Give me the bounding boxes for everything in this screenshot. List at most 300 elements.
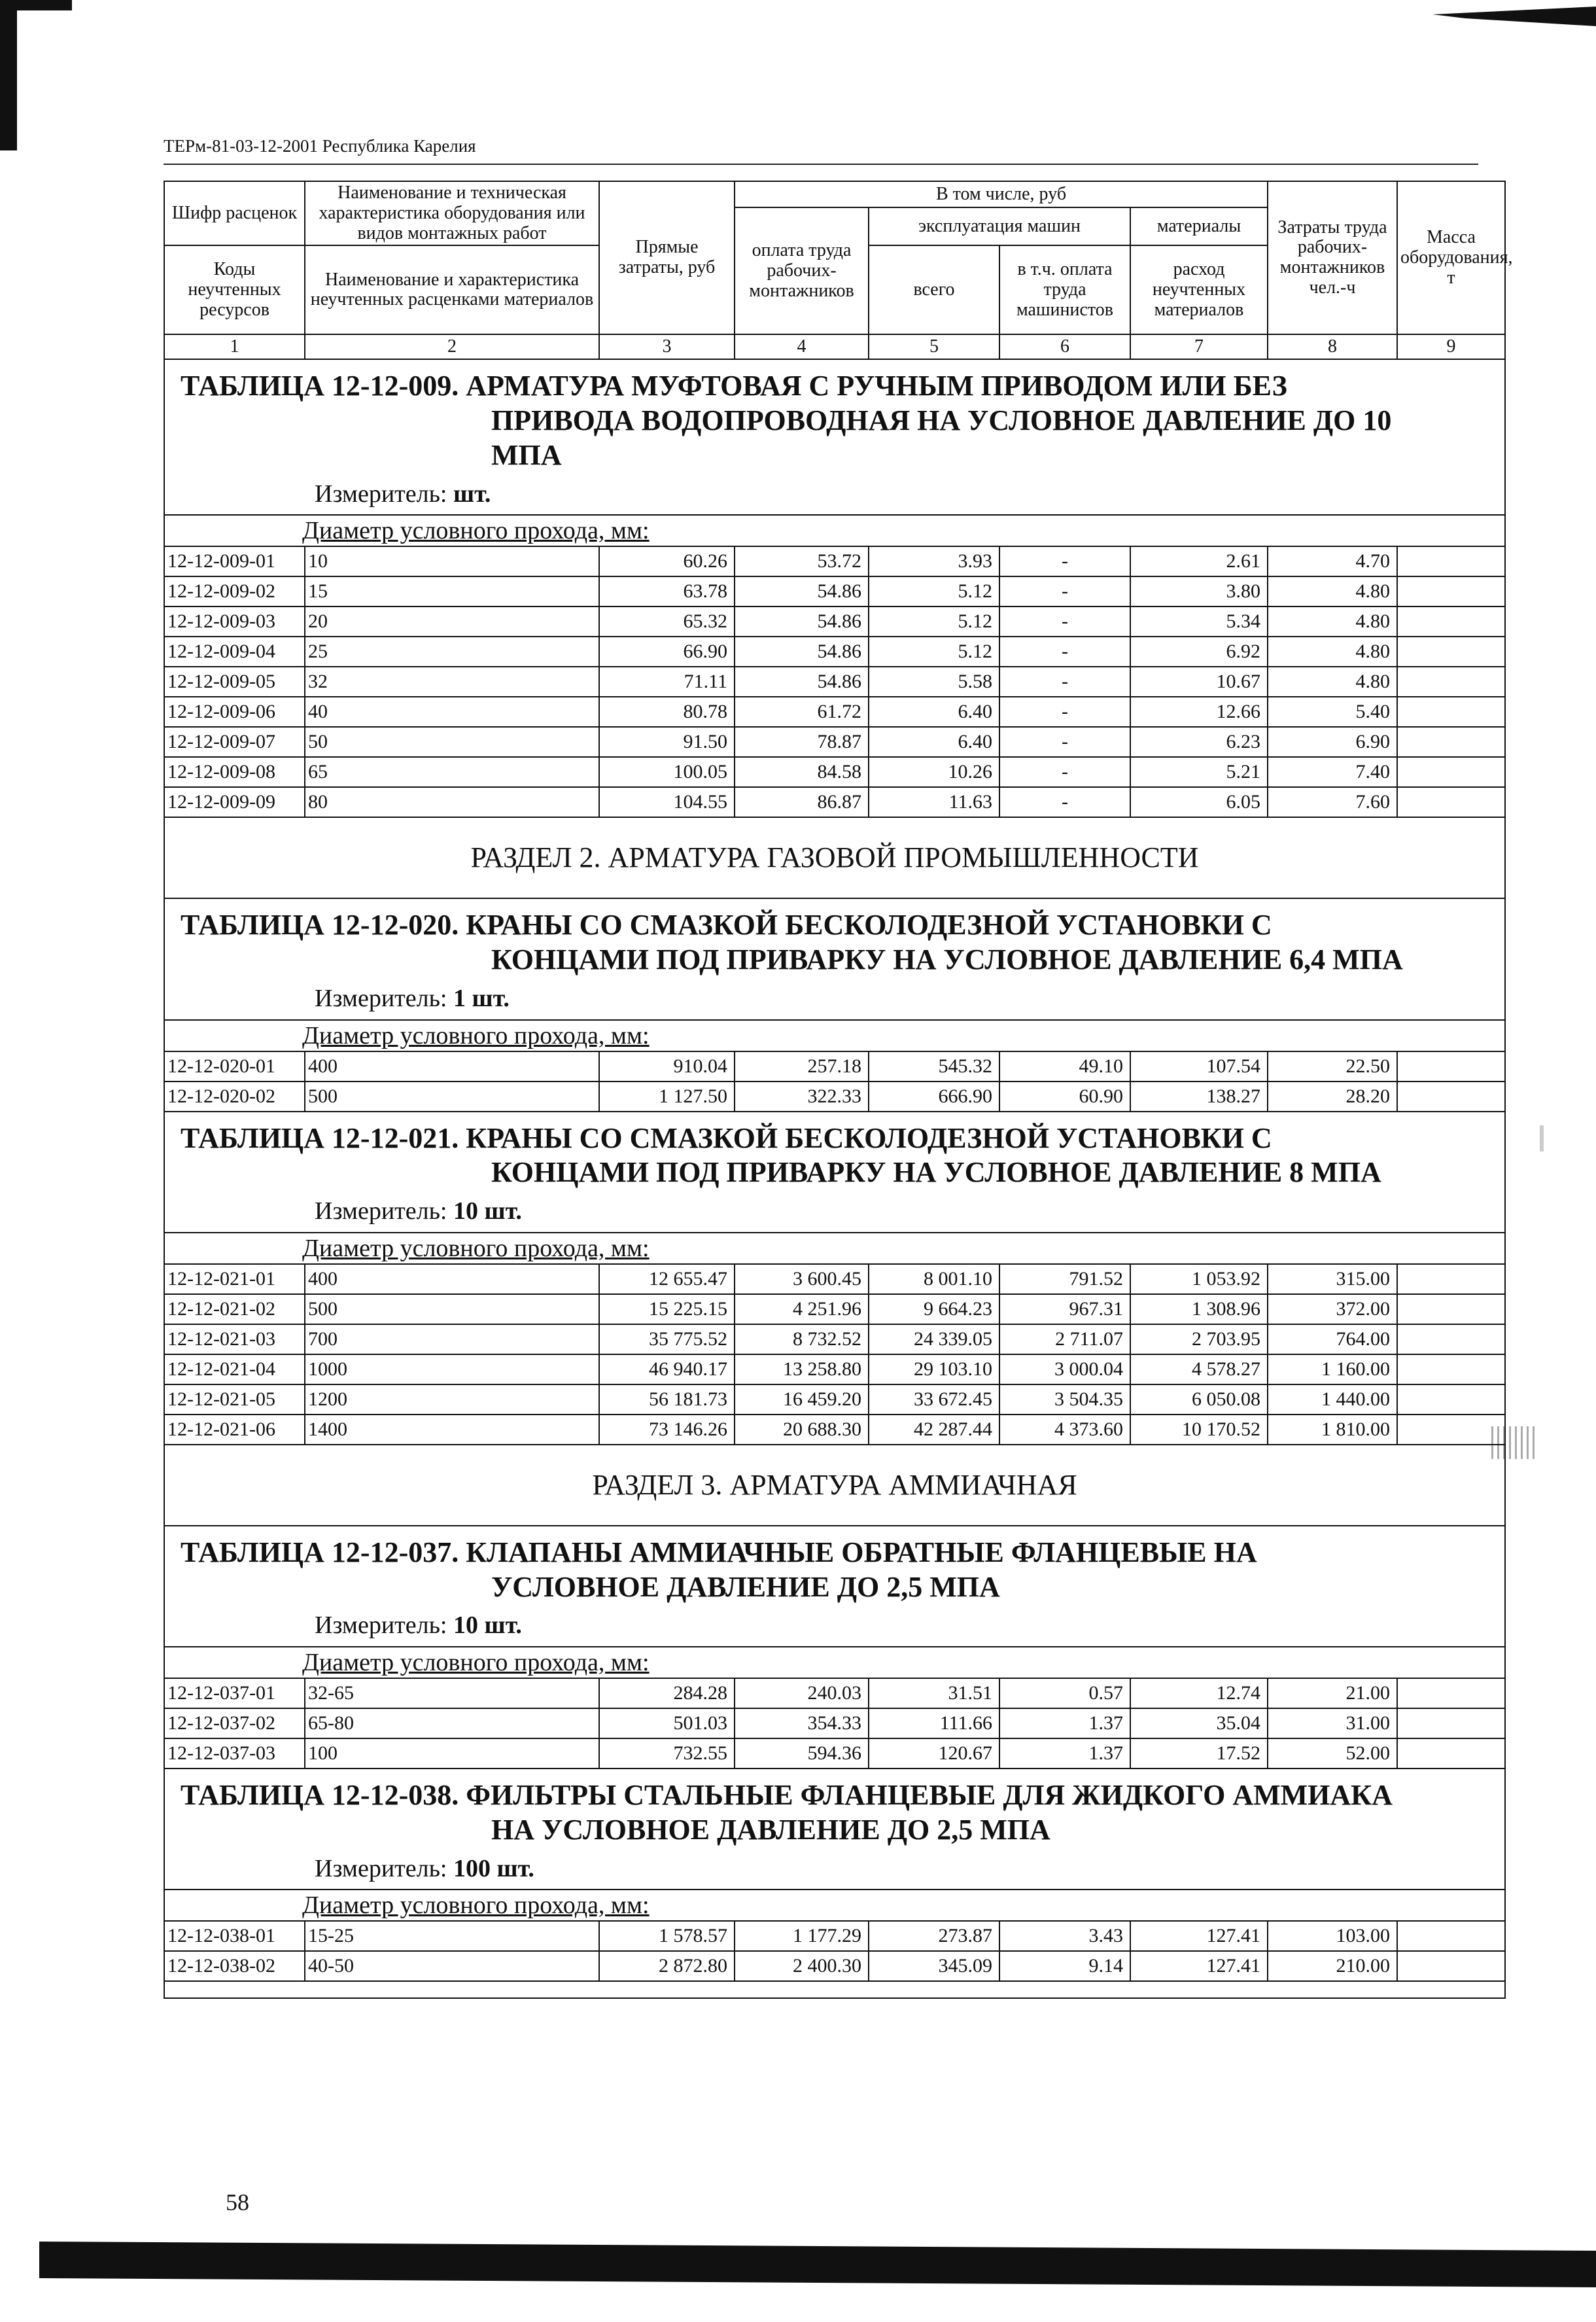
- unit-value: 100 шт.: [453, 1854, 534, 1882]
- value-cell: 54.86: [735, 637, 869, 667]
- scan-edge-shadow: [0, 0, 72, 10]
- value-cell: 54.86: [735, 576, 869, 607]
- value-cell: 3.80: [1130, 576, 1268, 607]
- value-cell: 1 308.96: [1130, 1294, 1268, 1324]
- document-header: ТЕРм-81-03-12-2001 Республика Карелия: [164, 136, 476, 156]
- value-cell: 3.43: [999, 1921, 1130, 1951]
- value-cell: 16 459.20: [735, 1384, 869, 1415]
- value-cell: 4.80: [1268, 637, 1397, 667]
- value-cell: 3.93: [869, 546, 999, 576]
- value-cell: 284.28: [599, 1678, 735, 1708]
- diameter-subheader-row: [164, 1020, 1505, 1051]
- value-cell: 4.70: [1268, 546, 1397, 576]
- table-title-row: [164, 1768, 1505, 1890]
- value-cell: 210.00: [1268, 1951, 1397, 1981]
- value-cell: 2 711.07: [999, 1324, 1130, 1354]
- value-cell: 28.20: [1268, 1082, 1397, 1112]
- value-cell: 6.05: [1130, 787, 1268, 817]
- table-title-line: НА УСЛОВНОЕ ДАВЛЕНИЕ ДО 2,5 МПА: [491, 1813, 1050, 1846]
- rate-code: 12-12-021-01: [164, 1264, 305, 1294]
- value-cell: [1397, 607, 1505, 637]
- col-header-machines-total: всего: [869, 245, 999, 334]
- value-cell: 11.63: [869, 787, 999, 817]
- unit-value: 10 шт.: [453, 1611, 522, 1640]
- diameter-value: 32: [305, 667, 599, 697]
- diameter-subheader: [164, 1647, 1505, 1678]
- col-number: 6: [999, 334, 1130, 359]
- value-cell: 42 287.44: [869, 1415, 999, 1445]
- table-title-row: [164, 898, 1505, 1019]
- value-cell: 5.40: [1268, 697, 1397, 727]
- table-row: [164, 1384, 1505, 1415]
- col-number: 9: [1397, 334, 1505, 359]
- value-cell: [1397, 727, 1505, 757]
- value-cell: 12.74: [1130, 1678, 1268, 1708]
- value-cell: 31.51: [869, 1678, 999, 1708]
- table-row: [164, 637, 1505, 667]
- table-row: [164, 1678, 1505, 1708]
- value-cell: 8 001.10: [869, 1264, 999, 1294]
- unit-of-measure: [181, 984, 1489, 1014]
- value-cell: 127.41: [1130, 1921, 1268, 1951]
- value-cell: [1397, 787, 1505, 817]
- value-cell: -: [999, 727, 1130, 757]
- table-title: [181, 1536, 1489, 1605]
- unit-value: 10 шт.: [453, 1197, 522, 1225]
- value-cell: 2.61: [1130, 546, 1268, 576]
- value-cell: 33 672.45: [869, 1384, 999, 1415]
- diameter-value: 40-50: [305, 1951, 599, 1981]
- col-header-name: Наименование и техническая характеристика оборудования или видов монтажных работ: [305, 181, 599, 245]
- diameter-value: 1400: [305, 1415, 599, 1445]
- col-header-worker-pay: оплата труда рабочих-монтажников: [735, 207, 869, 334]
- value-cell: 8 732.52: [735, 1324, 869, 1354]
- table-title-line: ТАБЛИЦА 12-12-021. КРАНЫ СО СМАЗКОЙ БЕСКОЛОДЕЗНОЙ УСТАНОВКИ С: [181, 1121, 1272, 1154]
- col-header-direct-cost: Прямые затраты, руб: [599, 181, 735, 334]
- diameter-value: 500: [305, 1082, 599, 1112]
- col-header-material-usage: расход неучтенных материалов: [1130, 245, 1268, 334]
- value-cell: -: [999, 757, 1130, 787]
- section-heading: РАЗДЕЛ 2. АРМАТУРА ГАЗОВОЙ ПРОМЫШЛЕННОСТИ: [164, 817, 1505, 898]
- table-row: [164, 787, 1505, 817]
- value-cell: 54.86: [735, 667, 869, 697]
- diameter-value: 40: [305, 697, 599, 727]
- value-cell: 100.05: [599, 757, 735, 787]
- value-cell: 1 810.00: [1268, 1415, 1397, 1445]
- unit-value: 1 шт.: [453, 984, 510, 1012]
- diameter-value: 500: [305, 1294, 599, 1324]
- value-cell: 2 703.95: [1130, 1324, 1268, 1354]
- unit-label: Измеритель:: [315, 1197, 447, 1225]
- table-row: [164, 1921, 1505, 1951]
- diameter-subheader-row: [164, 1647, 1505, 1678]
- rate-code: 12-12-009-09: [164, 787, 305, 817]
- value-cell: 4.80: [1268, 607, 1397, 637]
- value-cell: [1397, 1678, 1505, 1708]
- table-row: [164, 1324, 1505, 1354]
- value-cell: [1397, 637, 1505, 667]
- value-cell: 372.00: [1268, 1294, 1397, 1324]
- section-heading-row: [164, 817, 1505, 898]
- value-cell: 4 578.27: [1130, 1354, 1268, 1384]
- value-cell: [1397, 1264, 1505, 1294]
- value-cell: 22.50: [1268, 1051, 1397, 1082]
- header-rule: [164, 164, 1478, 165]
- spacer-row: [164, 1981, 1505, 1998]
- rate-code: 12-12-037-01: [164, 1678, 305, 1708]
- unit-label: Измеритель:: [315, 1854, 447, 1882]
- value-cell: [1397, 1415, 1505, 1445]
- value-cell: 322.33: [735, 1082, 869, 1112]
- rate-code: 12-12-038-01: [164, 1921, 305, 1951]
- rate-code: 12-12-009-07: [164, 727, 305, 757]
- rate-code: 12-12-009-03: [164, 607, 305, 637]
- diameter-value: 25: [305, 637, 599, 667]
- value-cell: 1.37: [999, 1738, 1130, 1768]
- value-cell: -: [999, 607, 1130, 637]
- table-title-line: КОНЦАМИ ПОД ПРИВАРКУ НА УСЛОВНОЕ ДАВЛЕНИЕ 6,4 МПА: [491, 943, 1403, 976]
- diameter-value: 10: [305, 546, 599, 576]
- col-number: 7: [1130, 334, 1268, 359]
- value-cell: 6 050.08: [1130, 1384, 1268, 1415]
- table-header: [164, 181, 1513, 359]
- value-cell: 35 775.52: [599, 1324, 735, 1354]
- value-cell: [1397, 757, 1505, 787]
- col-header-material-names: Наименование и характеристика неучтенных расценками материалов: [305, 245, 599, 334]
- table-title-row: [164, 1112, 1505, 1233]
- value-cell: 66.90: [599, 637, 735, 667]
- table-title-cell: [164, 898, 1505, 1019]
- value-cell: 78.87: [735, 727, 869, 757]
- unit-of-measure: [181, 1854, 1489, 1884]
- value-cell: 6.40: [869, 727, 999, 757]
- value-cell: 594.36: [735, 1738, 869, 1768]
- value-cell: 4.80: [1268, 667, 1397, 697]
- value-cell: 7.60: [1268, 787, 1397, 817]
- value-cell: 6.90: [1268, 727, 1397, 757]
- diameter-subheader: [164, 1890, 1505, 1921]
- diameter-label: Диаметр условного прохода, мм:: [302, 1891, 650, 1920]
- table-title-cell: [164, 1112, 1505, 1233]
- value-cell: 10 170.52: [1130, 1415, 1268, 1445]
- diameter-value: 400: [305, 1264, 599, 1294]
- col-number: 8: [1268, 334, 1397, 359]
- table-row: [164, 1294, 1505, 1324]
- value-cell: -: [999, 637, 1130, 667]
- table-row: [164, 727, 1505, 757]
- spacer-cell: [164, 1981, 1505, 1998]
- col-header-resource-codes: Коды неучтенных ресурсов: [164, 245, 305, 334]
- value-cell: 9 664.23: [869, 1294, 999, 1324]
- scan-edge-shadow: [0, 0, 17, 150]
- value-cell: 12 655.47: [599, 1264, 735, 1294]
- value-cell: 91.50: [599, 727, 735, 757]
- unit-label: Измеритель:: [315, 984, 447, 1012]
- value-cell: [1397, 1354, 1505, 1384]
- diameter-label: Диаметр условного прохода, мм:: [302, 1021, 650, 1049]
- table-row: [164, 697, 1505, 727]
- value-cell: 4 251.96: [735, 1294, 869, 1324]
- rate-code: 12-12-009-04: [164, 637, 305, 667]
- rate-code: 12-12-021-05: [164, 1384, 305, 1415]
- table-title: [181, 908, 1489, 977]
- scan-specks: [1540, 1125, 1544, 1152]
- column-numbers-row: [164, 334, 1505, 359]
- value-cell: 5.34: [1130, 607, 1268, 637]
- value-cell: 120.67: [869, 1738, 999, 1768]
- diameter-subheader-row: [164, 1233, 1505, 1264]
- col-header-materials: материалы: [1130, 207, 1268, 245]
- value-cell: 9.14: [999, 1951, 1130, 1981]
- col-header-machines: эксплуатация машин: [869, 207, 1130, 245]
- value-cell: -: [999, 546, 1130, 576]
- value-cell: 764.00: [1268, 1324, 1397, 1354]
- value-cell: 53.72: [735, 546, 869, 576]
- rate-code: 12-12-020-02: [164, 1082, 305, 1112]
- table-row: [164, 1051, 1505, 1082]
- value-cell: 71.11: [599, 667, 735, 697]
- value-cell: 257.18: [735, 1051, 869, 1082]
- value-cell: 345.09: [869, 1951, 999, 1981]
- diameter-value: 80: [305, 787, 599, 817]
- rate-code: 12-12-021-02: [164, 1294, 305, 1324]
- value-cell: [1397, 1051, 1505, 1082]
- unit-of-measure: [181, 1611, 1489, 1641]
- rate-code: 12-12-009-01: [164, 546, 305, 576]
- table-row: [164, 1264, 1505, 1294]
- table-title-line: ПРИВОДА ВОДОПРОВОДНАЯ НА УСЛОВНОЕ ДАВЛЕНИЕ ДО 10: [491, 404, 1392, 437]
- table-title-line: УСЛОВНОЕ ДАВЛЕНИЕ ДО 2,5 МПА: [491, 1570, 1000, 1603]
- value-cell: 56 181.73: [599, 1384, 735, 1415]
- unit-of-measure: [181, 1197, 1489, 1227]
- value-cell: [1397, 697, 1505, 727]
- scan-bottom-edge: [39, 2242, 1596, 2287]
- section-heading: РАЗДЕЛ 3. АРМАТУРА АММИАЧНАЯ: [164, 1445, 1505, 1526]
- diameter-value: 15: [305, 576, 599, 607]
- col-number: 5: [869, 334, 999, 359]
- table-row: [164, 757, 1505, 787]
- table-row: [164, 667, 1505, 697]
- table-row: [164, 1708, 1505, 1738]
- value-cell: [1397, 1738, 1505, 1768]
- value-cell: 5.58: [869, 667, 999, 697]
- rate-code: 12-12-020-01: [164, 1051, 305, 1082]
- value-cell: 111.66: [869, 1708, 999, 1738]
- value-cell: 10.67: [1130, 667, 1268, 697]
- value-cell: -: [999, 667, 1130, 697]
- value-cell: 84.58: [735, 757, 869, 787]
- diameter-value: 50: [305, 727, 599, 757]
- value-cell: 54.86: [735, 607, 869, 637]
- table-row: [164, 1738, 1505, 1768]
- value-cell: 65.32: [599, 607, 735, 637]
- value-cell: 501.03: [599, 1708, 735, 1738]
- diameter-subheader: [164, 1233, 1505, 1264]
- value-cell: 1.37: [999, 1708, 1130, 1738]
- value-cell: [1397, 576, 1505, 607]
- value-cell: 545.32: [869, 1051, 999, 1082]
- value-cell: 86.87: [735, 787, 869, 817]
- diameter-subheader: [164, 1020, 1505, 1051]
- table-title-line: МПА: [491, 438, 562, 471]
- table-title-line: ТАБЛИЦА 12-12-009. АРМАТУРА МУФТОВАЯ С РУЧНЫМ ПРИВОДОМ ИЛИ БЕЗ: [181, 370, 1287, 402]
- value-cell: 80.78: [599, 697, 735, 727]
- value-cell: [1397, 667, 1505, 697]
- value-cell: 4.80: [1268, 576, 1397, 607]
- diameter-value: 65-80: [305, 1708, 599, 1738]
- table-title-cell: [164, 359, 1505, 515]
- rate-code: 12-12-009-06: [164, 697, 305, 727]
- rate-code: 12-12-021-04: [164, 1354, 305, 1384]
- value-cell: -: [999, 787, 1130, 817]
- value-cell: [1397, 1384, 1505, 1415]
- table-title-cell: [164, 1526, 1505, 1647]
- value-cell: 52.00: [1268, 1738, 1397, 1768]
- table-title-line: ТАБЛИЦА 12-12-038. ФИЛЬТРЫ СТАЛЬНЫЕ ФЛАНЦЕВЫЕ ДЛЯ ЖИДКОГО АММИАКА: [181, 1778, 1393, 1811]
- value-cell: 35.04: [1130, 1708, 1268, 1738]
- value-cell: -: [999, 576, 1130, 607]
- value-cell: 5.21: [1130, 757, 1268, 787]
- value-cell: [1397, 1708, 1505, 1738]
- value-cell: 967.31: [999, 1294, 1130, 1324]
- value-cell: 6.40: [869, 697, 999, 727]
- diameter-value: 400: [305, 1051, 599, 1082]
- value-cell: [1397, 1921, 1505, 1951]
- rate-code: 12-12-037-02: [164, 1708, 305, 1738]
- table-title: [181, 1121, 1489, 1191]
- value-cell: -: [999, 697, 1130, 727]
- rate-code: 12-12-038-02: [164, 1951, 305, 1981]
- diameter-value: 15-25: [305, 1921, 599, 1951]
- value-cell: 103.00: [1268, 1921, 1397, 1951]
- value-cell: 732.55: [599, 1738, 735, 1768]
- section-heading-row: [164, 1445, 1505, 1526]
- col-number: 1: [164, 334, 305, 359]
- value-cell: 49.10: [999, 1051, 1130, 1082]
- value-cell: 791.52: [999, 1264, 1130, 1294]
- col-header-labor: Затраты труда рабочих-монтажников чел.-ч: [1268, 181, 1397, 334]
- diameter-value: 1200: [305, 1384, 599, 1415]
- value-cell: 21.00: [1268, 1678, 1397, 1708]
- value-cell: 5.12: [869, 576, 999, 607]
- table-title: [181, 1778, 1489, 1848]
- diameter-label: Диаметр условного прохода, мм:: [302, 1234, 650, 1262]
- value-cell: 1 440.00: [1268, 1384, 1397, 1415]
- value-cell: 17.52: [1130, 1738, 1268, 1768]
- table-title-line: ТАБЛИЦА 12-12-037. КЛАПАНЫ АММИАЧНЫЕ ОБРАТНЫЕ ФЛАНЦЕВЫЕ НА: [181, 1536, 1257, 1568]
- value-cell: [1397, 546, 1505, 576]
- rates-table: [164, 181, 1513, 1999]
- diameter-label: Диаметр условного прохода, мм:: [302, 517, 650, 545]
- diameter-value: 1000: [305, 1354, 599, 1384]
- col-number: 3: [599, 334, 735, 359]
- value-cell: [1397, 1951, 1505, 1981]
- value-cell: 29 103.10: [869, 1354, 999, 1384]
- diameter-value: 100: [305, 1738, 599, 1768]
- value-cell: 63.78: [599, 576, 735, 607]
- value-cell: 104.55: [599, 787, 735, 817]
- diameter-value: 20: [305, 607, 599, 637]
- value-cell: 24 339.05: [869, 1324, 999, 1354]
- diameter-value: 65: [305, 757, 599, 787]
- diameter-label: Диаметр условного прохода, мм:: [302, 1648, 650, 1676]
- value-cell: 107.54: [1130, 1051, 1268, 1082]
- page-number: 58: [226, 2189, 249, 2215]
- rate-code: 12-12-009-05: [164, 667, 305, 697]
- value-cell: 240.03: [735, 1678, 869, 1708]
- value-cell: 138.27: [1130, 1082, 1268, 1112]
- scan-corner-mark: [1432, 7, 1596, 26]
- unit-of-measure: [181, 480, 1489, 510]
- value-cell: 2 872.80: [599, 1951, 735, 1981]
- value-cell: 910.04: [599, 1051, 735, 1082]
- value-cell: 7.40: [1268, 757, 1397, 787]
- diameter-value: 700: [305, 1324, 599, 1354]
- value-cell: 354.33: [735, 1708, 869, 1738]
- unit-value: шт.: [453, 480, 491, 508]
- value-cell: 60.26: [599, 546, 735, 576]
- rate-code: 12-12-009-02: [164, 576, 305, 607]
- value-cell: [1397, 1082, 1505, 1112]
- value-cell: 0.57: [999, 1678, 1130, 1708]
- value-cell: 1 177.29: [735, 1921, 869, 1951]
- value-cell: [1397, 1294, 1505, 1324]
- value-cell: 12.66: [1130, 697, 1268, 727]
- rate-code: 12-12-021-06: [164, 1415, 305, 1445]
- table-row: [164, 546, 1505, 576]
- value-cell: 61.72: [735, 697, 869, 727]
- value-cell: 315.00: [1268, 1264, 1397, 1294]
- value-cell: 13 258.80: [735, 1354, 869, 1384]
- diameter-subheader-row: [164, 1890, 1505, 1921]
- value-cell: 6.23: [1130, 727, 1268, 757]
- value-cell: 666.90: [869, 1082, 999, 1112]
- table-row: [164, 576, 1505, 607]
- col-header-code: Шифр расценок: [164, 181, 305, 245]
- table-row: [164, 607, 1505, 637]
- value-cell: 5.12: [869, 637, 999, 667]
- table-row: [164, 1951, 1505, 1981]
- value-cell: 20 688.30: [735, 1415, 869, 1445]
- value-cell: 5.12: [869, 607, 999, 637]
- rate-code: 12-12-021-03: [164, 1324, 305, 1354]
- value-cell: 273.87: [869, 1921, 999, 1951]
- rate-code: 12-12-009-08: [164, 757, 305, 787]
- table-title-row: [164, 1526, 1505, 1647]
- value-cell: 127.41: [1130, 1951, 1268, 1981]
- table-row: [164, 1415, 1505, 1445]
- value-cell: 6.92: [1130, 637, 1268, 667]
- value-cell: 1 127.50: [599, 1082, 735, 1112]
- value-cell: 1 160.00: [1268, 1354, 1397, 1384]
- value-cell: 1 578.57: [599, 1921, 735, 1951]
- value-cell: 1 053.92: [1130, 1264, 1268, 1294]
- value-cell: 60.90: [999, 1082, 1130, 1112]
- value-cell: [1397, 1324, 1505, 1354]
- table-title-row: [164, 359, 1505, 515]
- value-cell: 10.26: [869, 757, 999, 787]
- table-title: [181, 369, 1489, 472]
- diameter-subheader: [164, 515, 1505, 546]
- value-cell: 31.00: [1268, 1708, 1397, 1738]
- table-title-cell: [164, 1768, 1505, 1890]
- unit-label: Измеритель:: [315, 1611, 447, 1640]
- col-header-operator-pay: в т.ч. оплата труда машинистов: [999, 245, 1130, 334]
- table-body: [164, 359, 1505, 1998]
- table-title-line: КОНЦАМИ ПОД ПРИВАРКУ НА УСЛОВНОЕ ДАВЛЕНИЕ 8 МПА: [491, 1156, 1381, 1189]
- table-title-line: ТАБЛИЦА 12-12-020. КРАНЫ СО СМАЗКОЙ БЕСКОЛОДЕЗНОЙ УСТАНОВКИ С: [181, 909, 1272, 941]
- col-header-including: В том числе, руб: [735, 181, 1268, 207]
